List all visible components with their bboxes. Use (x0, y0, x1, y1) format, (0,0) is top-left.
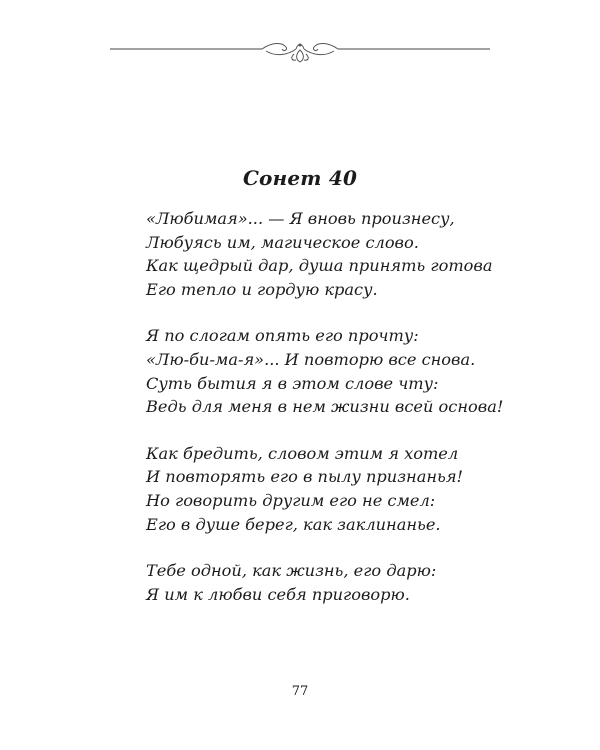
page-number: 77 (291, 684, 309, 699)
poem-line: И повторять его в пылу признанья! (146, 467, 464, 487)
poem-line: Как бредить, словом этим я хотел (146, 443, 459, 463)
stanza (146, 324, 566, 418)
poem-body (146, 207, 566, 629)
poem-line: Как щедрый дар, душа принять готова (146, 256, 493, 276)
poem-line: Его тепло и гордую красу. (146, 279, 378, 299)
poem-line: Любуясь им, магическое слово. (146, 232, 419, 252)
stanza (146, 207, 566, 301)
poem-line: «Любимая»... — Я вновь произнесу, (146, 209, 455, 228)
poem-line: Ведь для меня в нем жизни всей основа! (146, 397, 504, 417)
poem-line: Я по слогам опять его прочту: (146, 326, 419, 346)
poem-line: Его в душе берег, как заклинанье. (146, 514, 441, 534)
poem-line: Но говорить другим его не смел: (146, 490, 436, 510)
poem-line: Суть бытия я в этом слове чту: (146, 373, 439, 393)
poem-title: Сонет 40 (242, 166, 358, 190)
poem-line: Тебе одной, как жизнь, его дарю: (146, 561, 437, 581)
header-ornament (110, 40, 490, 64)
stanza (146, 559, 566, 606)
poem-line: Я им к любви себя приговорю. (146, 584, 410, 604)
stanza (146, 442, 566, 536)
poem-line: «Лю-би-ма-я»... И повторю все снова. (146, 349, 476, 369)
flourish-icon (110, 40, 490, 64)
